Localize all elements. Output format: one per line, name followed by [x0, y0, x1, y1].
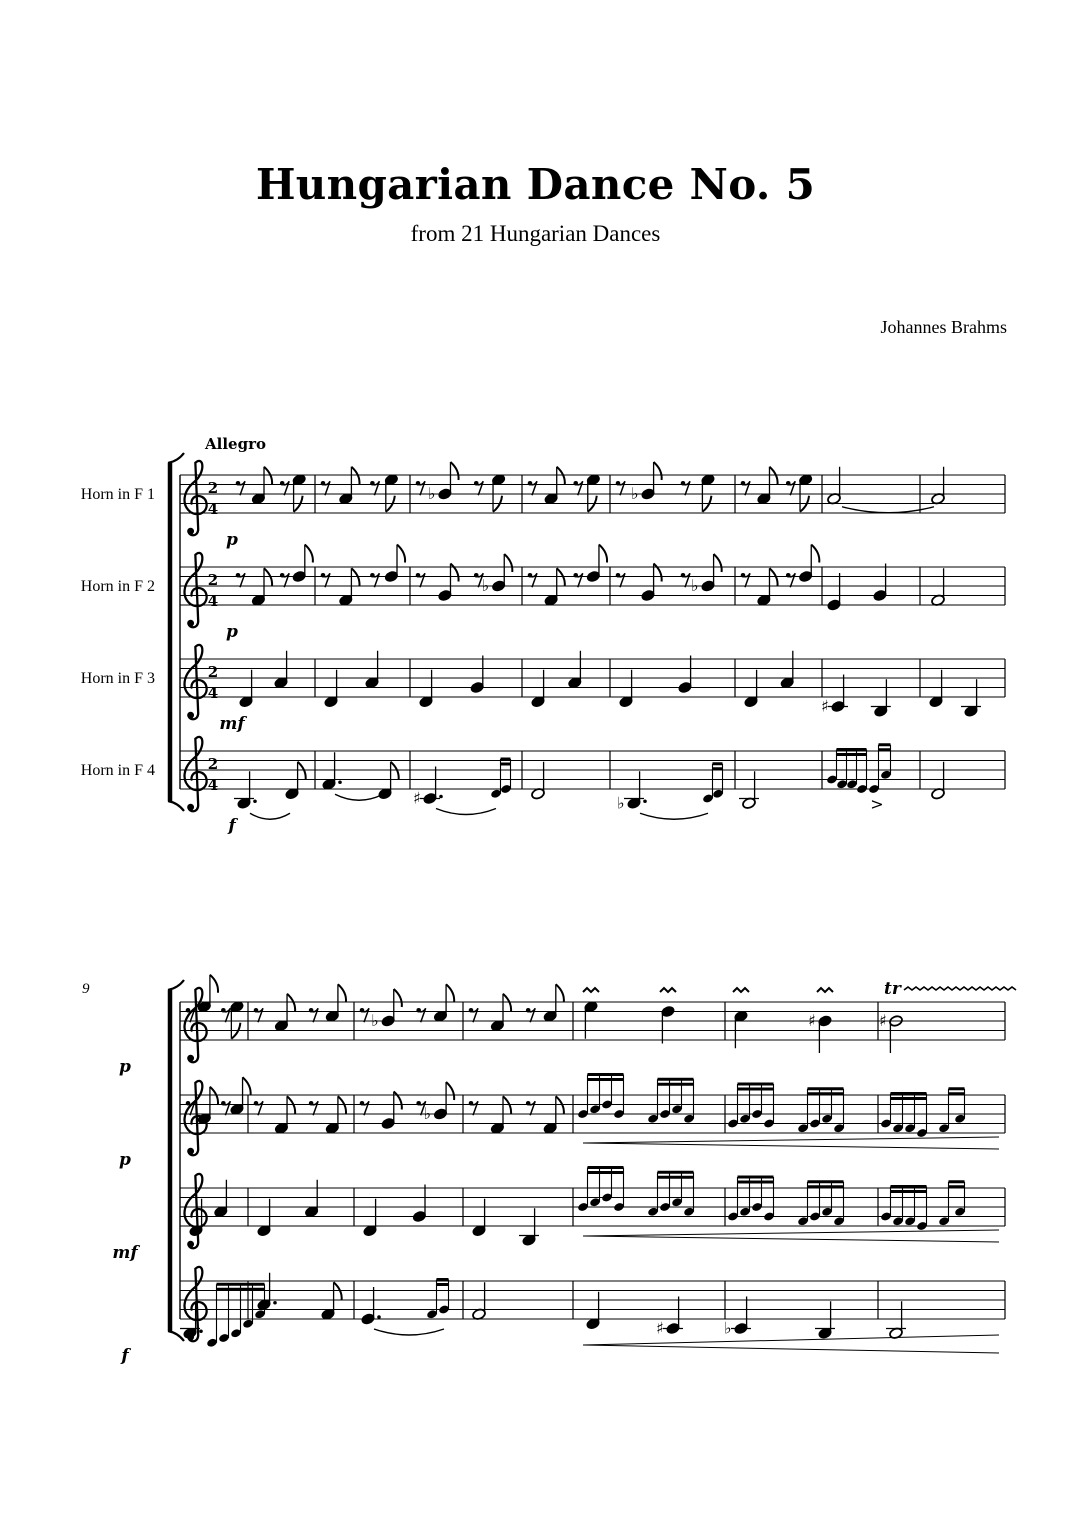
note	[739, 771, 759, 809]
dynamic-marking: mf	[112, 1243, 138, 1263]
note	[827, 573, 842, 611]
eighth-rest	[786, 481, 795, 495]
slur	[374, 1329, 444, 1335]
slur	[335, 794, 383, 800]
accidental: ♭	[631, 484, 639, 503]
bracket-hook	[168, 801, 184, 811]
sixteenth-group	[727, 1084, 775, 1129]
note	[239, 670, 254, 708]
dynamic-marking: p	[226, 622, 238, 642]
dynamic-marking: f	[121, 1346, 129, 1366]
note	[378, 762, 399, 800]
note	[931, 568, 946, 606]
note	[230, 1000, 245, 1038]
augmentation-dot	[338, 780, 342, 784]
note	[321, 1282, 342, 1320]
flag	[446, 1082, 454, 1100]
eighth-rest	[221, 1008, 230, 1022]
eighth-rest	[370, 481, 379, 495]
eighth-rest	[681, 573, 690, 587]
note	[420, 767, 443, 805]
note	[586, 545, 607, 583]
treble-clef-icon	[185, 461, 207, 535]
instrument-label: Horn in F 4	[80, 761, 155, 779]
dynamic-marking: f	[228, 816, 236, 836]
eighth-rest	[321, 573, 330, 587]
note	[274, 994, 295, 1032]
flag	[811, 545, 819, 563]
eighth-rest	[321, 481, 330, 495]
note	[661, 1005, 676, 1043]
note	[324, 670, 339, 708]
note	[731, 1297, 751, 1335]
note	[586, 1292, 601, 1330]
flag	[264, 568, 272, 586]
eighth-rest	[254, 1101, 263, 1115]
mordent-icon	[733, 988, 749, 992]
flag	[654, 564, 662, 582]
augmentation-dot	[273, 1301, 277, 1305]
note	[531, 670, 546, 708]
eighth-rest	[616, 573, 625, 587]
augmentation-dot	[439, 795, 443, 799]
eighth-rest	[280, 481, 289, 495]
note	[433, 984, 454, 1022]
note	[873, 564, 888, 602]
note	[586, 473, 601, 511]
eighth-rest	[309, 1101, 318, 1115]
note	[197, 975, 218, 1013]
note	[381, 989, 402, 1027]
time-signature-bottom: 4	[207, 592, 219, 610]
hairpin-line	[583, 1137, 999, 1143]
time-signature-bottom: 4	[207, 684, 219, 702]
note	[815, 1301, 835, 1339]
accidental: ♭	[371, 1011, 379, 1030]
note	[257, 1199, 272, 1237]
accidental: ♯	[808, 1011, 816, 1030]
note	[412, 1185, 427, 1223]
eighth-rest	[526, 1008, 535, 1022]
eighth-rest	[469, 1101, 478, 1115]
note	[384, 473, 399, 511]
flag	[210, 975, 218, 993]
eighth-rest	[573, 573, 582, 587]
instrument-label: Horn in F 3	[80, 669, 155, 687]
eighth-rest	[370, 573, 379, 587]
accidental: ♭	[691, 576, 699, 595]
eighth-rest	[526, 1101, 535, 1115]
eighth-rest	[741, 573, 750, 587]
eighth-rest	[236, 481, 245, 495]
eighth-rest	[236, 573, 245, 587]
sixteenth-group	[577, 1075, 625, 1120]
time-signature-top: 2	[207, 571, 219, 589]
time-signature-top: 2	[207, 755, 219, 773]
flag	[397, 545, 405, 563]
note	[961, 679, 981, 717]
flag	[557, 467, 565, 485]
trill-extension	[904, 987, 1016, 990]
hairpin-line	[583, 1143, 999, 1149]
note	[871, 679, 891, 717]
accidental: ♯	[656, 1318, 664, 1338]
eighth-rest	[573, 481, 582, 495]
accidental: ♯	[413, 788, 421, 808]
treble-clef-icon	[185, 645, 207, 719]
note	[929, 670, 944, 708]
treble-clef-icon	[185, 737, 207, 811]
sixteenth-group	[880, 1094, 928, 1139]
sixteenth-group	[727, 1177, 775, 1222]
dynamic-marking: p	[226, 530, 238, 550]
flag	[450, 462, 458, 480]
note	[756, 568, 777, 606]
sixteenth-group	[826, 750, 868, 795]
eighth-rest	[186, 1101, 195, 1115]
note	[491, 473, 506, 511]
note	[285, 762, 306, 800]
flag	[338, 984, 346, 1002]
note	[325, 984, 346, 1022]
flag	[334, 1282, 342, 1300]
sixteenth-group	[647, 1172, 695, 1217]
accidental: ♭	[481, 576, 490, 595]
note	[701, 554, 722, 592]
time-signature-top: 2	[207, 479, 219, 497]
hairpin-line	[583, 1335, 999, 1345]
bracket-hook	[168, 980, 184, 990]
piece-subtitle: from 21 Hungarian Dances	[410, 221, 661, 246]
flag	[351, 568, 359, 586]
flag	[210, 1087, 218, 1105]
flag	[599, 545, 607, 563]
sixteenth-group	[868, 745, 892, 794]
eighth-rest	[786, 573, 795, 587]
eighth-rest	[186, 1008, 195, 1022]
dynamic-marking: p	[119, 1150, 131, 1170]
note	[544, 467, 565, 505]
flag	[503, 994, 511, 1012]
piece-title: Hungarian Dance No. 5	[255, 160, 816, 209]
accent-mark: >	[870, 794, 884, 814]
flag	[243, 1077, 251, 1095]
note	[338, 467, 359, 505]
eighth-rest	[416, 573, 425, 587]
note	[437, 462, 458, 500]
eighth-rest	[416, 481, 425, 495]
note	[472, 1199, 487, 1237]
augmentation-dot	[253, 799, 257, 803]
time-signature-top: 2	[207, 663, 219, 681]
bracket-hook	[168, 1331, 184, 1341]
note	[304, 1180, 319, 1218]
note	[381, 1092, 402, 1130]
note	[325, 1096, 346, 1134]
eighth-rest	[360, 1101, 369, 1115]
measure-number: 9	[82, 981, 90, 997]
time-signature-bottom: 4	[207, 500, 219, 518]
eighth-rest	[528, 573, 537, 587]
flag	[504, 554, 512, 572]
mordent-icon	[583, 988, 599, 992]
note	[931, 762, 946, 800]
instrument-label: Horn in F 2	[80, 577, 155, 595]
note	[292, 473, 307, 511]
hairpin-line	[583, 1230, 999, 1236]
note	[744, 670, 759, 708]
flag	[556, 1096, 564, 1114]
note	[322, 752, 342, 790]
composer-name: Johannes Brahms	[880, 317, 1007, 337]
note	[567, 651, 582, 689]
note	[234, 771, 257, 809]
note	[361, 1287, 381, 1325]
treble-clef-icon	[185, 1174, 207, 1248]
sixteenth-pair	[490, 759, 512, 799]
note	[889, 1015, 904, 1053]
note	[543, 984, 564, 1022]
note	[419, 670, 434, 708]
note	[584, 1000, 599, 1038]
note	[292, 545, 313, 583]
note	[544, 568, 565, 606]
flag	[391, 762, 399, 780]
eighth-rest	[309, 1008, 318, 1022]
instrument-label: Horn in F 1	[80, 485, 155, 503]
flag	[287, 994, 295, 1012]
eighth-rest	[741, 481, 750, 495]
hairpin-line	[583, 1236, 999, 1242]
note	[472, 1282, 487, 1320]
note	[886, 1301, 906, 1339]
note	[490, 1096, 511, 1134]
sixteenth-group	[880, 1187, 928, 1232]
note	[437, 564, 458, 602]
note	[433, 1082, 454, 1120]
note	[780, 651, 795, 689]
note	[365, 651, 380, 689]
note	[624, 771, 647, 809]
note	[818, 1015, 833, 1053]
note	[251, 467, 272, 505]
note	[251, 568, 272, 606]
augmentation-dot	[377, 1315, 381, 1319]
flag	[264, 467, 272, 485]
accidental: ♭	[423, 1104, 432, 1123]
eighth-rest	[474, 481, 483, 495]
note	[543, 1096, 564, 1134]
flag	[394, 989, 402, 1007]
sixteenth-group	[577, 1168, 625, 1213]
eighth-rest	[616, 481, 625, 495]
flag	[305, 545, 313, 563]
eighth-rest	[681, 481, 690, 495]
note	[701, 473, 716, 511]
treble-clef-icon	[185, 988, 207, 1062]
note	[470, 656, 485, 694]
flag	[503, 1096, 511, 1114]
flag	[654, 462, 662, 480]
note	[519, 1208, 539, 1246]
note	[531, 762, 546, 800]
time-signature-bottom: 4	[207, 776, 219, 794]
note	[798, 473, 813, 511]
flag	[287, 1096, 295, 1114]
note	[213, 1180, 228, 1218]
accidental: ♭	[617, 793, 625, 813]
eighth-rest	[221, 1101, 230, 1115]
sixteenth-pair	[426, 1280, 450, 1320]
note	[678, 656, 693, 694]
note	[384, 545, 405, 583]
mordent-icon	[817, 988, 833, 992]
augmentation-dot	[199, 1329, 203, 1333]
note	[490, 994, 511, 1032]
dynamic-marking: p	[119, 1057, 131, 1077]
note	[619, 670, 634, 708]
eighth-rest	[254, 1008, 263, 1022]
sixteenth-group	[647, 1079, 695, 1124]
dynamic-marking: mf	[219, 714, 245, 734]
accidental: ♯	[879, 1011, 887, 1030]
flag	[394, 1092, 402, 1110]
eighth-rest	[469, 1008, 478, 1022]
flag	[298, 762, 306, 780]
augmentation-dot	[643, 799, 647, 803]
note	[756, 467, 777, 505]
note	[257, 1273, 277, 1311]
note	[827, 467, 842, 505]
flag	[714, 554, 722, 572]
accidental: ♯	[821, 696, 829, 716]
note	[931, 467, 946, 505]
eighth-rest	[280, 573, 289, 587]
note	[734, 1010, 749, 1048]
trill-mark: tr	[884, 979, 901, 999]
tempo-marking: Allegro	[205, 435, 266, 453]
flag	[450, 564, 458, 582]
slur	[436, 809, 496, 815]
treble-clef-icon	[185, 553, 207, 627]
sixteenth-run	[206, 1284, 266, 1348]
flag	[351, 467, 359, 485]
note	[798, 545, 819, 583]
note	[641, 564, 662, 602]
flag	[769, 568, 777, 586]
mordent-icon	[660, 988, 676, 992]
flag	[446, 984, 454, 1002]
slur	[640, 813, 708, 819]
slur	[250, 813, 290, 819]
bracket-hook	[168, 453, 184, 463]
eighth-rest	[416, 1008, 425, 1022]
flag	[556, 984, 564, 1002]
note	[274, 651, 289, 689]
flag	[769, 467, 777, 485]
note	[491, 554, 512, 592]
note	[274, 1096, 295, 1134]
accidental: ♭	[724, 1318, 732, 1338]
flag	[557, 568, 565, 586]
accidental: ♭	[427, 484, 436, 503]
flag	[338, 1096, 346, 1114]
note	[363, 1199, 378, 1237]
eighth-rest	[360, 1008, 369, 1022]
note	[641, 462, 662, 500]
hairpin-line	[583, 1345, 999, 1353]
eighth-rest	[528, 481, 537, 495]
note	[663, 1297, 683, 1335]
note	[828, 675, 848, 713]
note	[338, 568, 359, 606]
